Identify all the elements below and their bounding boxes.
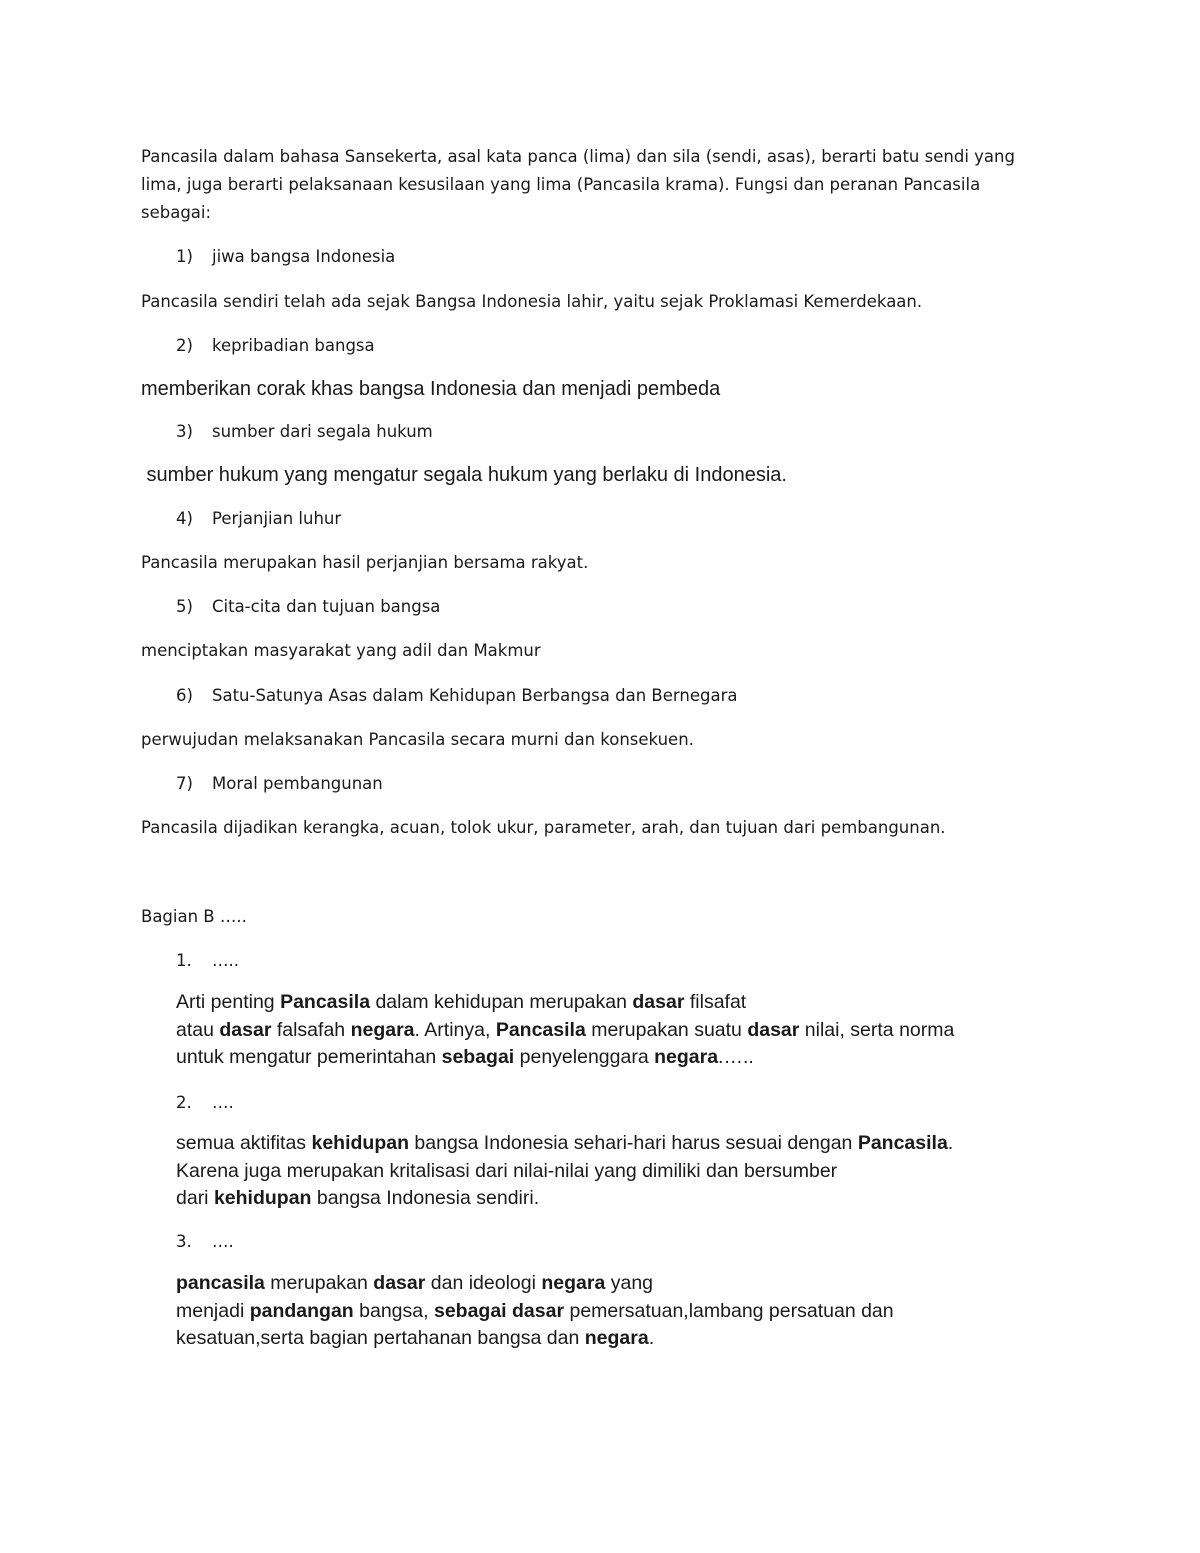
bold-term: Pancasila	[857, 1132, 948, 1154]
answer-text: dan ideologi	[425, 1272, 542, 1294]
answer-text: bangsa Indonesia sehari-hari harus sesuai dengan	[409, 1132, 858, 1154]
fungsi-item-description: sumber hukum yang mengatur segala hukum yang berlaku di Indonesia.	[141, 464, 787, 486]
answer-text: dalam kehidupan merupakan	[370, 991, 633, 1013]
answer-text: nilai, serta norma	[799, 1018, 955, 1041]
answer-text: pemersatuan,lambang persatuan dan	[564, 1299, 894, 1322]
fungsi-item-title	[176, 772, 1056, 796]
answer-text: Karena juga merupakan kritalisasi dari nilai-nilai yang dimiliki dan bersumber	[176, 1159, 838, 1182]
intro-line-3: sebagai:	[141, 203, 212, 222]
answer-text: atau	[176, 1018, 220, 1041]
bold-term: negara	[350, 1018, 415, 1041]
bold-term: sebagai	[433, 1299, 507, 1322]
bold-term: Pancasila	[280, 991, 371, 1013]
fungsi-item-description: memberikan corak khas bangsa Indonesia dan menjadi pembeda	[141, 378, 721, 400]
answer-text: filsafat	[684, 991, 747, 1013]
fungsi-item-label: Satu-Satunya Asas dalam Kehidupan Berbangsa dan Bernegara	[212, 686, 738, 705]
fungsi-item-description: Pancasila sendiri telah ada sejak Bangsa Indonesia lahir, yaitu sejak Proklamasi Kemerdekaan.	[141, 292, 923, 311]
bold-term: dasar	[747, 1018, 800, 1041]
bold-term: negara	[541, 1272, 606, 1294]
answer-text: Arti penting	[176, 991, 281, 1013]
answer-text: merupakan suatu	[585, 1018, 748, 1041]
bold-term: dasar	[512, 1299, 565, 1322]
fungsi-item-number: 7)	[176, 774, 193, 793]
fungsi-item-label: sumber dari segala hukum	[212, 422, 433, 441]
item-number: 3.	[176, 1232, 192, 1251]
bold-term: dasar	[373, 1272, 426, 1294]
answer-text: merupakan	[264, 1272, 374, 1294]
bagian-b-answer	[176, 1130, 1076, 1213]
fungsi-item-number: 6)	[176, 686, 193, 705]
item-dots: ….	[212, 1232, 234, 1251]
bold-term: pancasila	[176, 1272, 265, 1294]
item-number: 1.	[176, 951, 192, 970]
bagian-b-answer	[176, 1270, 1076, 1353]
answer-text: untuk mengatur pemerintahan	[176, 1046, 442, 1068]
bagian-b-item-number	[176, 1091, 1056, 1115]
answer-text: .…..	[718, 1046, 754, 1068]
fungsi-item-title	[176, 334, 1056, 358]
fungsi-item-title	[176, 420, 1056, 444]
fungsi-item-label: Cita-cita dan tujuan bangsa	[212, 597, 441, 616]
bagian-b-item-number	[176, 1230, 1056, 1254]
answer-text: .	[947, 1132, 954, 1154]
fungsi-item-label: Moral pembangunan	[212, 774, 383, 793]
item-number: 2.	[176, 1093, 192, 1112]
fungsi-item-description: Pancasila dijadikan kerangka, acuan, tolok ukur, parameter, arah, dan tujuan dari pembangunan.	[141, 818, 946, 837]
intro-line-1: Pancasila dalam bahasa Sansekerta, asal kata panca (lima) dan sila (sendi, asas), berarti batu sendi yang	[141, 147, 1015, 166]
answer-text: semua aktifitas	[176, 1132, 312, 1154]
answer-text: dari	[176, 1187, 214, 1209]
bold-term: pandangan	[249, 1299, 354, 1322]
bold-term: sebagai	[441, 1046, 515, 1068]
fungsi-item-number: 1)	[176, 247, 193, 266]
fungsi-item-label: kepribadian bangsa	[212, 336, 375, 355]
fungsi-item-label: jiwa bangsa Indonesia	[212, 247, 396, 266]
bagian-b-answer	[176, 989, 1076, 1072]
answer-text: kesatuan,serta bagian pertahanan bangsa dan	[176, 1327, 585, 1349]
answer-text: falsafah	[271, 1018, 351, 1041]
fungsi-item-title	[176, 595, 1056, 619]
answer-text: penyelenggara	[514, 1046, 655, 1068]
section-heading: Bagian B …..	[141, 907, 247, 926]
fungsi-item-label: Perjanjian luhur	[212, 509, 342, 528]
bold-term: Pancasila	[495, 1018, 586, 1041]
answer-text: . Artinya,	[414, 1018, 496, 1041]
fungsi-item-number: 4)	[176, 509, 193, 528]
bold-term: kehidupan	[311, 1132, 409, 1154]
bold-term: dasar	[219, 1018, 272, 1041]
fungsi-item-title	[176, 245, 1056, 269]
intro-line-2: lima, juga berarti pelaksanaan kesusilaan yang lima (Pancasila krama). Fungsi dan peranan Pancasila	[141, 175, 981, 194]
answer-text: bangsa,	[353, 1299, 434, 1322]
bagian-b-item-number	[176, 949, 1056, 973]
fungsi-item-description: menciptakan masyarakat yang adil dan Makmur	[141, 641, 541, 660]
fungsi-item-number: 3)	[176, 422, 193, 441]
fungsi-item-description: Pancasila merupakan hasil perjanjian bersama rakyat.	[141, 553, 589, 572]
bold-term: negara	[654, 1046, 719, 1068]
answer-text: bangsa Indonesia sendiri.	[311, 1187, 540, 1209]
fungsi-item-number: 5)	[176, 597, 193, 616]
fungsi-item-title	[176, 507, 1056, 531]
item-dots: ….	[212, 1093, 234, 1112]
bold-term: kehidupan	[213, 1187, 312, 1209]
answer-text: .	[648, 1327, 655, 1349]
bold-term: negara	[584, 1327, 649, 1349]
fungsi-item-title	[176, 684, 1056, 708]
intro-paragraph	[141, 143, 1061, 227]
fungsi-item-description: perwujudan melaksanakan Pancasila secara murni dan konsekuen.	[141, 730, 694, 749]
answer-text: yang	[605, 1272, 654, 1294]
fungsi-item-number: 2)	[176, 336, 193, 355]
answer-text: menjadi	[176, 1299, 250, 1322]
bold-term: dasar	[632, 991, 685, 1013]
item-dots: …..	[212, 951, 239, 970]
